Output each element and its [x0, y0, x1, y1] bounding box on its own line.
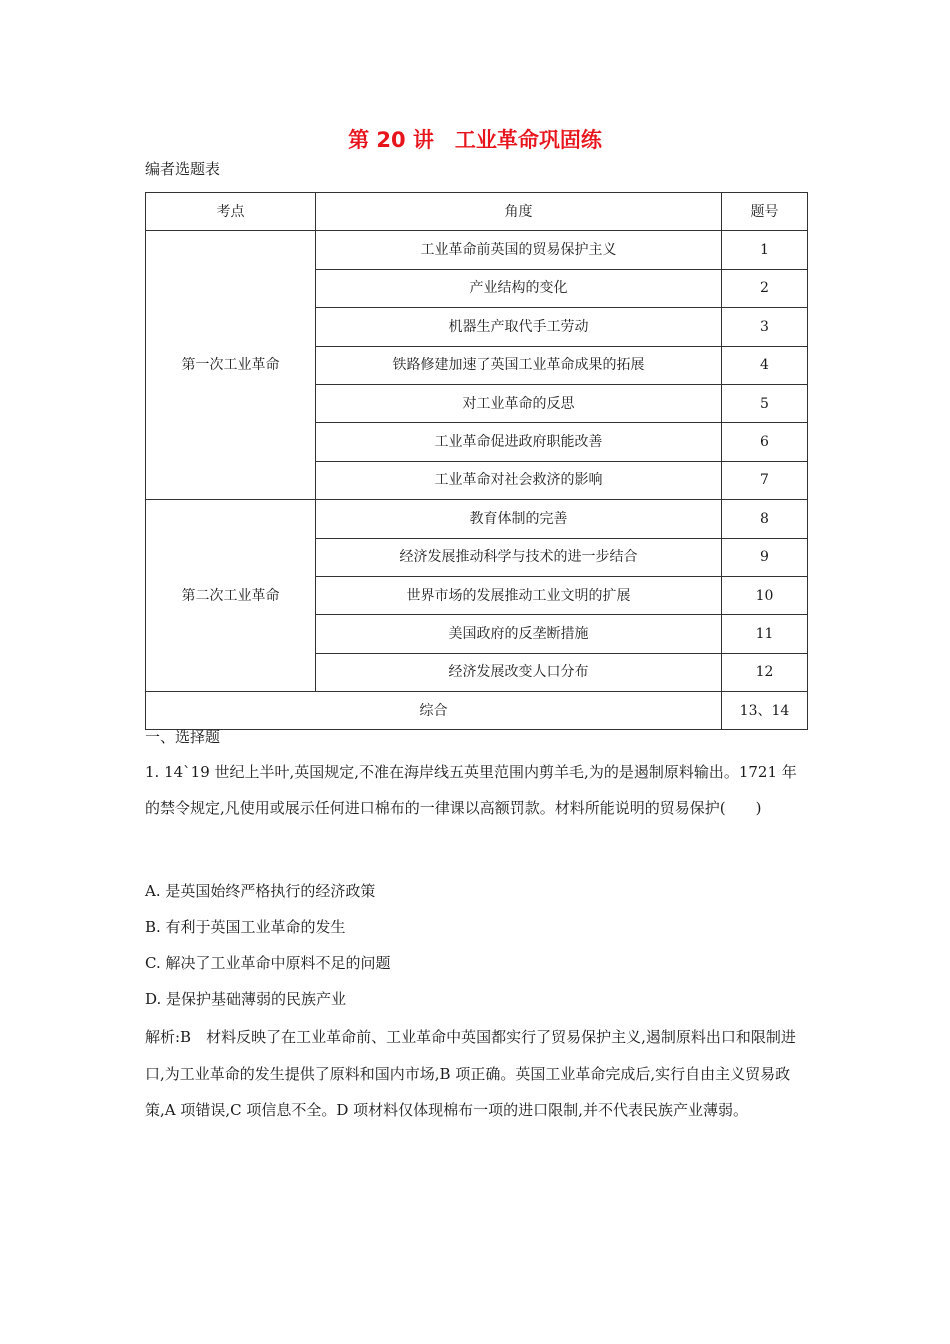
table-caption: 编者选题表	[145, 160, 221, 178]
angle-cell: 工业革命前英国的贸易保护主义	[316, 231, 722, 269]
number-cell: 6	[722, 423, 808, 461]
number-cell: 1	[722, 231, 808, 269]
summary-label: 综合	[146, 692, 722, 730]
angle-cell: 世界市场的发展推动工业文明的扩展	[316, 576, 722, 614]
table-row	[146, 500, 808, 538]
summary-number: 13、14	[722, 692, 808, 730]
angle-cell: 对工业革命的反思	[316, 384, 722, 422]
section-heading: 一、选择题	[145, 728, 221, 746]
angle-cell: 教育体制的完善	[316, 500, 722, 538]
header-number: 题号	[722, 193, 808, 231]
topic-cell: 第一次工业革命	[146, 231, 316, 500]
topic-table	[145, 192, 808, 730]
angle-cell: 工业革命促进政府职能改善	[316, 423, 722, 461]
option-b: B. 有利于英国工业革命的发生	[145, 918, 346, 936]
table-header-row	[146, 193, 808, 231]
number-cell: 10	[722, 576, 808, 614]
number-cell: 8	[722, 500, 808, 538]
header-topic: 考点	[146, 193, 316, 231]
number-cell: 9	[722, 538, 808, 576]
number-cell: 2	[722, 269, 808, 307]
number-cell: 3	[722, 308, 808, 346]
header-angle: 角度	[316, 193, 722, 231]
angle-cell: 产业结构的变化	[316, 269, 722, 307]
table-row	[146, 231, 808, 269]
angle-cell: 经济发展推动科学与技术的进一步结合	[316, 538, 722, 576]
angle-cell: 美国政府的反垄断措施	[316, 615, 722, 653]
number-cell: 5	[722, 384, 808, 422]
option-d: D. 是保护基础薄弱的民族产业	[145, 990, 347, 1008]
answer-analysis: 解析:B 材料反映了在工业革命前、工业革命中英国都实行了贸易保护主义,遏制原料出口和限制进口,为工业革命的发生提供了原料和国内市场,B 项正确。英国工业革命完成后,实行自由主义贸易政策,A 项错误,C 项信息不全。D 项材料仅体现棉布一项的进口限制,并不代表民族产业薄弱。	[145, 1028, 796, 1119]
angle-cell: 经济发展改变人口分布	[316, 653, 722, 691]
page-title: 第 20 讲 工业革命巩固练	[348, 128, 602, 152]
number-cell: 11	[722, 615, 808, 653]
option-a: A. 是英国始终严格执行的经济政策	[145, 882, 376, 900]
option-c: C. 解决了工业革命中原料不足的问题	[145, 954, 391, 972]
number-cell: 7	[722, 461, 808, 499]
topic-cell: 第二次工业革命	[146, 500, 316, 692]
number-cell: 4	[722, 346, 808, 384]
table-summary-row	[146, 692, 808, 730]
number-cell: 12	[722, 653, 808, 691]
angle-cell: 工业革命对社会救济的影响	[316, 461, 722, 499]
question-stem: 1. 14`19 世纪上半叶,英国规定,不准在海岸线五英里范围内剪羊毛,为的是遏制原料输出。1721 年的禁令规定,凡使用或展示任何进口棉布的一律课以高额罚款。材料所能说明的贸易保护( )	[145, 763, 797, 817]
angle-cell: 铁路修建加速了英国工业革命成果的拓展	[316, 346, 722, 384]
angle-cell: 机器生产取代手工劳动	[316, 308, 722, 346]
